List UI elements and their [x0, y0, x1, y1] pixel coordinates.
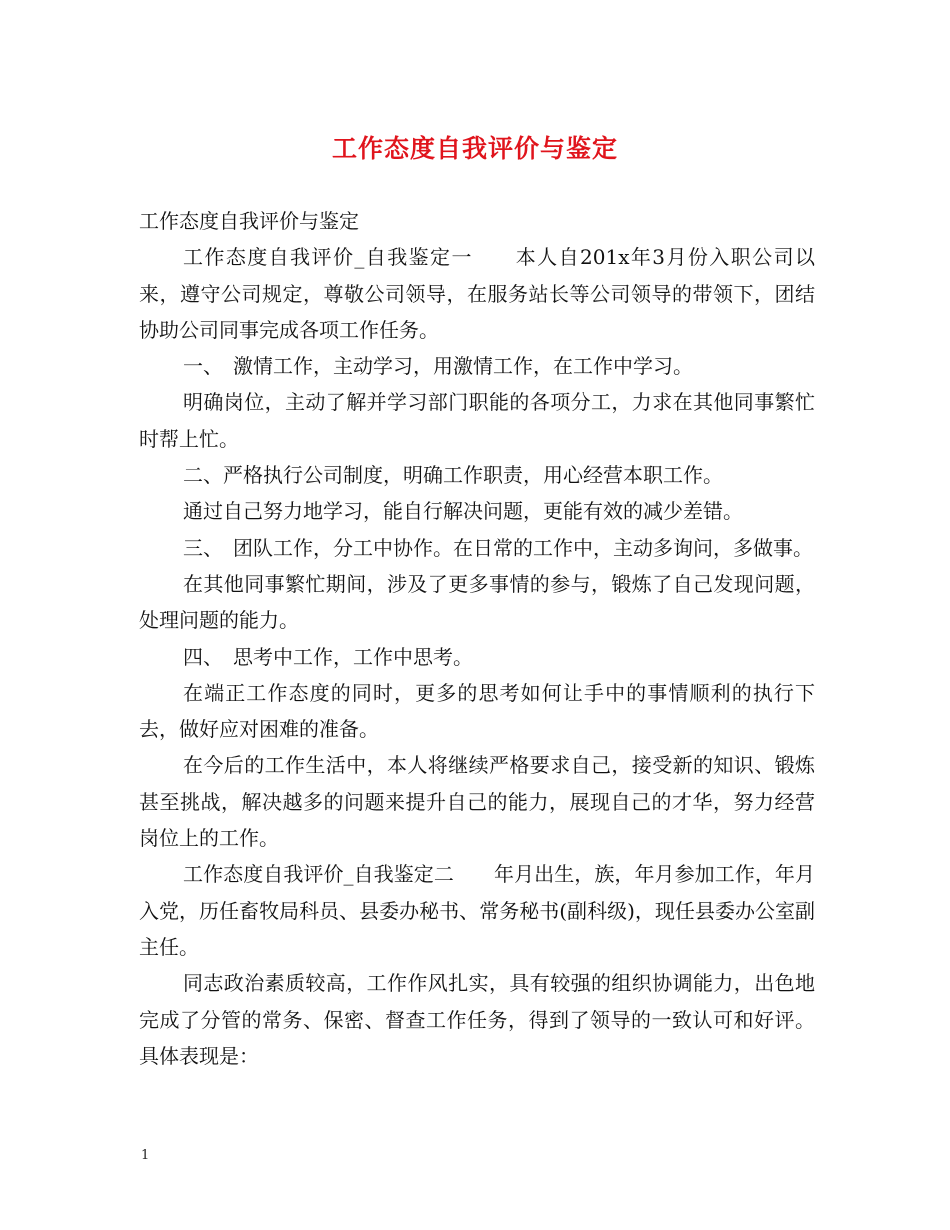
paragraph: 同志政治素质较高，工作作风扎实，具有较强的组织协调能力，出色地完成了分管的常务、保密、督查工作任务，得到了领导的一致认可和好评。具体表现是： — [139, 971, 815, 1068]
paragraph-heading: 工作态度自我评价与鉴定 — [139, 209, 359, 233]
paragraph: 明确岗位，主动了解并学习部门职能的各项分工，力求在其他同事繁忙时帮上忙。 — [139, 390, 815, 451]
document-title: 工作态度自我评价与鉴定 — [331, 134, 618, 163]
document-body — [139, 203, 815, 1074]
paragraph: 二、严格执行公司制度，明确工作职责，用心经营本职工作。 — [183, 463, 723, 488]
paragraph: 工作态度自我评价_自我鉴定二 年月出生，族，年月参加工作，年月入党，历任畜牧局科员、县委办秘书、常务秘书(副科级)，现任县委办公室副主任。 — [139, 862, 815, 959]
paragraph: 在其他同事繁忙期间，涉及了更多事情的参与，锻炼了自己发现问题，处理问题的能力。 — [139, 571, 815, 633]
paragraph: 三、 团队工作，分工中协作。在日常的工作中，主动多询问，多做事。 — [183, 535, 813, 560]
paragraph: 工作态度自我评价_自我鉴定一 本人自201x年3月份入职公司以来，遵守公司规定，尊敬公司领导，在服务站长等公司领导的带领下，团结协助公司同事完成各项工作任务。 — [139, 245, 815, 342]
paragraph: 四、 思考中工作，工作中思考。 — [183, 644, 473, 669]
paragraph: 在端正工作态度的同时，更多的思考如何让手中的事情顺利的执行下去，做好应对困难的准备。 — [139, 680, 815, 742]
paragraph: 通过自己努力地学习，能自行解决问题，更能有效的减少差错。 — [183, 499, 743, 524]
paragraph: 在今后的工作生活中，本人将继续严格要求自己，接受新的知识、锻炼甚至挑战，解决越多的问题来提升自己的能力，展现自己的才华，努力经营岗位上的工作。 — [139, 753, 815, 851]
paragraph: 一、 激情工作，主动学习，用激情工作，在工作中学习。 — [183, 354, 693, 379]
page-number: 1 — [141, 1148, 150, 1163]
